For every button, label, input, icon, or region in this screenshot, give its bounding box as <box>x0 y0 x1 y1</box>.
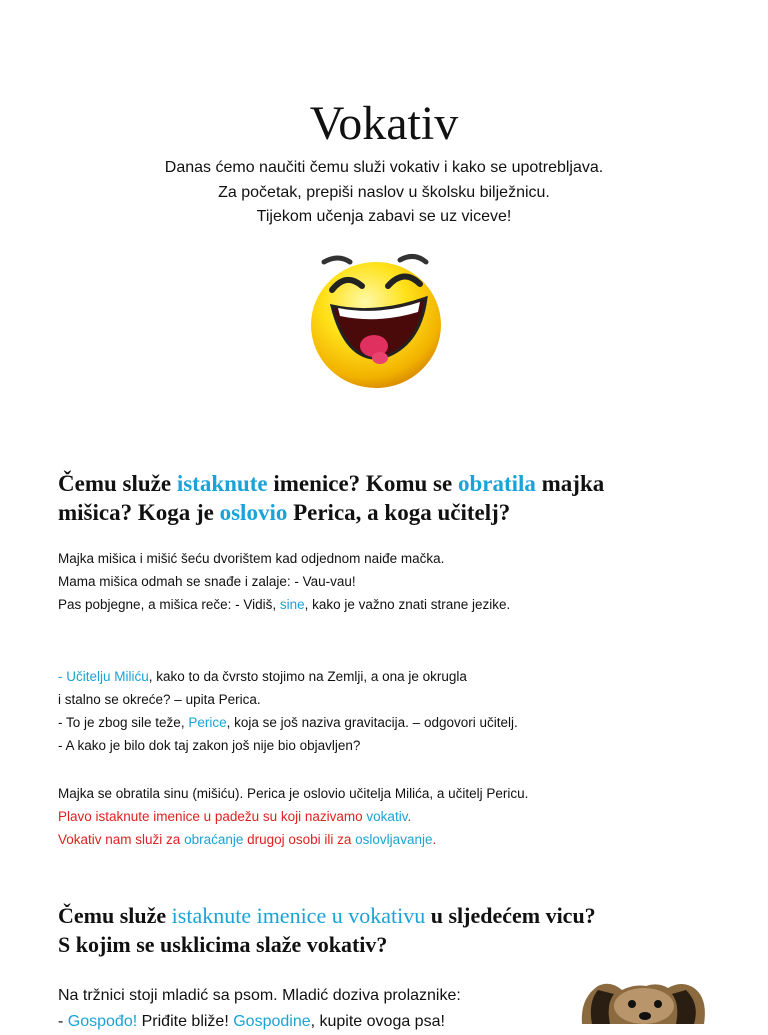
joke-mouse: Majka mišica i mišić šeću dvorištem kad odjednom naiđe mačka. Mama mišica odmah se snađe i zalaje: - Vau-vau! Pas pobjegne, a mišica reče: - Vidiš, sine, kako je važno znati strane jezike. <box>58 551 511 612</box>
intro-text <box>0 156 768 230</box>
joke-dog: Na tržnici stoji mladić sa psom. Mladić doziva prolaznike: - Gospođo! Priđite bliže! Gospodine, kupite ovoga psa! <box>58 987 461 1030</box>
intro-line: Tijekom učenja zabavi se uz viceve! <box>256 208 512 225</box>
intro-line: Danas ćemo naučiti čemu služi vokativ i kako se upotrebljava. <box>164 159 604 176</box>
joke-perica: - Učitelju Miliću, kako to da čvrsto stojimo na Zemlji, a ona je okrugla i stalno se okreće? – upita Perica. - To je zbog sile teže, Perice, koja se još naziva gravitacija. – odgovori učitelj. - A kako je bilo dok taj zakon još nije bio objavljen? <box>58 669 518 753</box>
intro-line: Za početak, prepiši naslov u školsku bilježnicu. <box>218 183 550 201</box>
question-heading-2: Čemu služe istaknute imenice u vokativu u sljedećem vicu? S kojim se usklicima slaže vokativ? <box>58 903 596 957</box>
dog-photo <box>576 980 712 1024</box>
laughing-smiley-icon <box>302 250 448 392</box>
explanation: Majka se obratila sinu (mišiću). Perica je oslovio učitelja Milića, a učitelj Pericu. Plavo istaknute imenice u padežu su koji nazivamo vokativ. Vokativ nam služi za obraćanje drugoj osobi ili za oslovljavanje. <box>58 786 529 847</box>
page-title: Vokativ <box>309 97 459 150</box>
question-heading-1: Čemu služe istaknute imenice? Komu se obratila majka mišica? Koga je oslovio Perica, a koga učitelj? <box>58 471 605 525</box>
